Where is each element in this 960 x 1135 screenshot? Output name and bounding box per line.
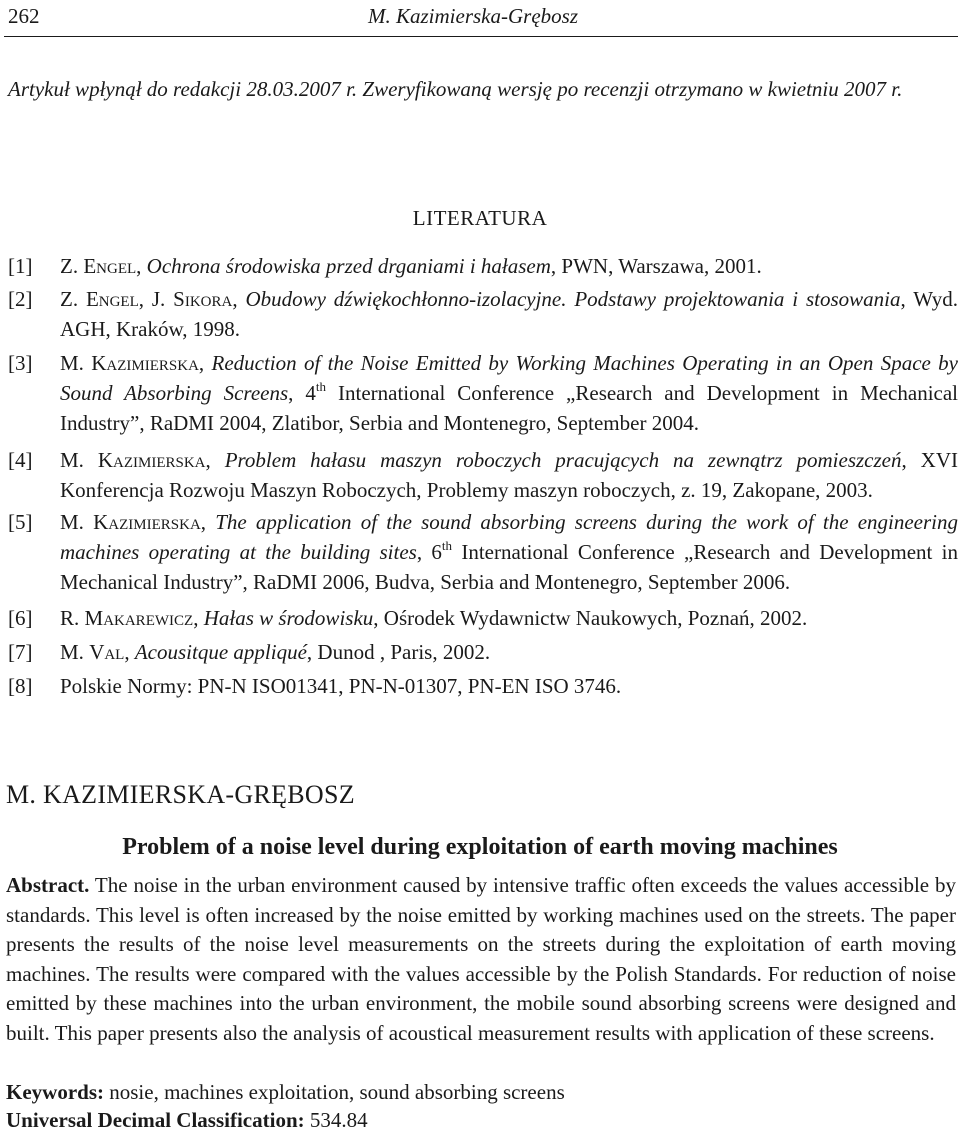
author-initials: M. — [60, 351, 92, 375]
reference-details: , Wyd. AGH, Kraków, 1998. — [60, 287, 959, 341]
udc — [6, 1108, 368, 1133]
udc-label: Universal Decimal Classification: — [6, 1108, 305, 1132]
reference-title: The application of the sound absorbing screens during the work of the engineering machines operating at the building sites — [60, 510, 959, 564]
reference-item — [8, 637, 958, 667]
ordinal-suffix: th — [441, 538, 453, 553]
reference-details: , Dunod , Paris, 2002. — [306, 640, 491, 664]
separator: , — [205, 448, 225, 472]
author-initials: M. — [60, 640, 90, 664]
separator: , — [200, 510, 216, 534]
reference-title: Ochrona środowiska przed drganiami i hałasem — [146, 254, 551, 278]
ordinal-suffix: th — [315, 379, 327, 394]
keywords-text: nosie, machines exploitation, sound absorbing screens — [104, 1080, 565, 1104]
abstract-text: The noise in the urban environment caused by intensive traffic often exceeds the values accessible by standards. This level is often increased by the noise emitted by working machines used on the streets. The paper presents the results of the noise level measurements on the streets during the exploitation of earth moving machines. The results were compared with the values accessible by the Polish Standards. For reduction of noise emitted by these machines into the urban environment, the mobile sound absorbing screens were designed and built. This paper presents also the analysis of acoustical measurement results with application of these screens. — [6, 873, 956, 1045]
author-initials: Z. — [60, 254, 84, 278]
english-title: Problem of a noise level during exploitation of earth moving machines — [122, 834, 838, 860]
running-header-author: M. Kazimierska-Grębosz — [368, 4, 578, 28]
english-author: M. KAZIMIERSKA-GRĘBOSZ — [6, 780, 355, 809]
reference-title: Hałas w środowisku — [203, 606, 374, 630]
reference-number: [5] — [8, 510, 33, 534]
author-initials: M. — [60, 448, 98, 472]
reference-details: , Ośrodek Wydawnictw Naukowych, Poznań, 2002. — [373, 606, 808, 630]
separator: , — [232, 287, 246, 311]
reference-item — [8, 348, 958, 438]
reference-details: , 6 — [416, 540, 442, 564]
reference-item — [8, 671, 958, 701]
reference-item — [8, 507, 958, 597]
author-separator: , J. — [138, 287, 174, 311]
reference-title: Reduction of the Noise Emitted by Working Machines Operating in an Open Space by Sound Absorbing Screens — [60, 351, 958, 405]
reference-number: [4] — [8, 448, 33, 472]
author-initials: M. — [60, 510, 94, 534]
reference-details: Polskie Normy: PN-N ISO01341, PN-N-01307, PN-EN ISO 3746. — [60, 674, 622, 698]
reference-number: [7] — [8, 640, 33, 664]
author-surname: Makarewicz — [84, 606, 194, 630]
header-rule — [4, 36, 958, 37]
literature-heading: LITERATURA — [412, 206, 548, 230]
submission-note: Artykuł wpłynął do redakcji 28.03.2007 r. Zweryfikowaną wersję po recenzji otrzymano w kwietniu 2007 r. — [8, 77, 903, 101]
reference-number: [8] — [8, 674, 33, 698]
reference-details: International Conference „Research and Development in Mechanical Industry”, RaDMI 2004, Zlatibor, Serbia and Montenegro, September 2004. — [60, 381, 959, 435]
author-initials: R. — [60, 606, 85, 630]
separator: , — [198, 351, 212, 375]
page-number: 262 — [8, 4, 40, 28]
reference-item — [8, 251, 958, 281]
reference-number: [1] — [8, 254, 33, 278]
author-surname: Kazimierska — [93, 510, 201, 534]
keywords-label: Keywords: — [6, 1080, 104, 1104]
reference-title: Acousitque appliqué — [134, 640, 307, 664]
author-surname: Engel — [83, 254, 137, 278]
author-surname: Val — [89, 640, 125, 664]
separator: , — [193, 606, 204, 630]
reference-details: International Conference „Research and Development in Mechanical Industry”, RaDMI 2006, Budva, Serbia and Montenegro, September 2006. — [60, 540, 958, 594]
author-initials: Z. — [60, 287, 86, 311]
reference-details: , XVI Konferencja Rozwoju Maszyn Roboczych, Problemy maszyn roboczych, z. 19, Zakopane, 2003. — [60, 448, 958, 502]
udc-text: 534.84 — [304, 1108, 368, 1132]
reference-details: , PWN, Warszawa, 2001. — [550, 254, 762, 278]
author-surname: Kazimierska — [97, 448, 206, 472]
reference-item — [8, 445, 958, 505]
abstract-label: Abstract. — [6, 873, 90, 897]
reference-number: [3] — [8, 351, 33, 375]
reference-number: [6] — [8, 606, 33, 630]
reference-item — [8, 603, 958, 633]
author-surname: Engel — [85, 287, 139, 311]
reference-number: [2] — [8, 287, 33, 311]
separator: , — [136, 254, 147, 278]
abstract — [6, 871, 956, 1049]
reference-title: Obudowy dźwiękochłonno-izolacyjne. Podstawy projektowania i stosowania — [245, 287, 901, 311]
author-surname: Sikora — [173, 287, 233, 311]
reference-details: , 4 — [288, 381, 316, 405]
reference-title: Problem hałasu maszyn roboczych pracujących na zewnątrz pomieszczeń — [224, 448, 902, 472]
keywords — [6, 1080, 565, 1105]
separator: , — [124, 640, 135, 664]
reference-item — [8, 284, 958, 344]
author-surname: Kazimierska — [91, 351, 199, 375]
